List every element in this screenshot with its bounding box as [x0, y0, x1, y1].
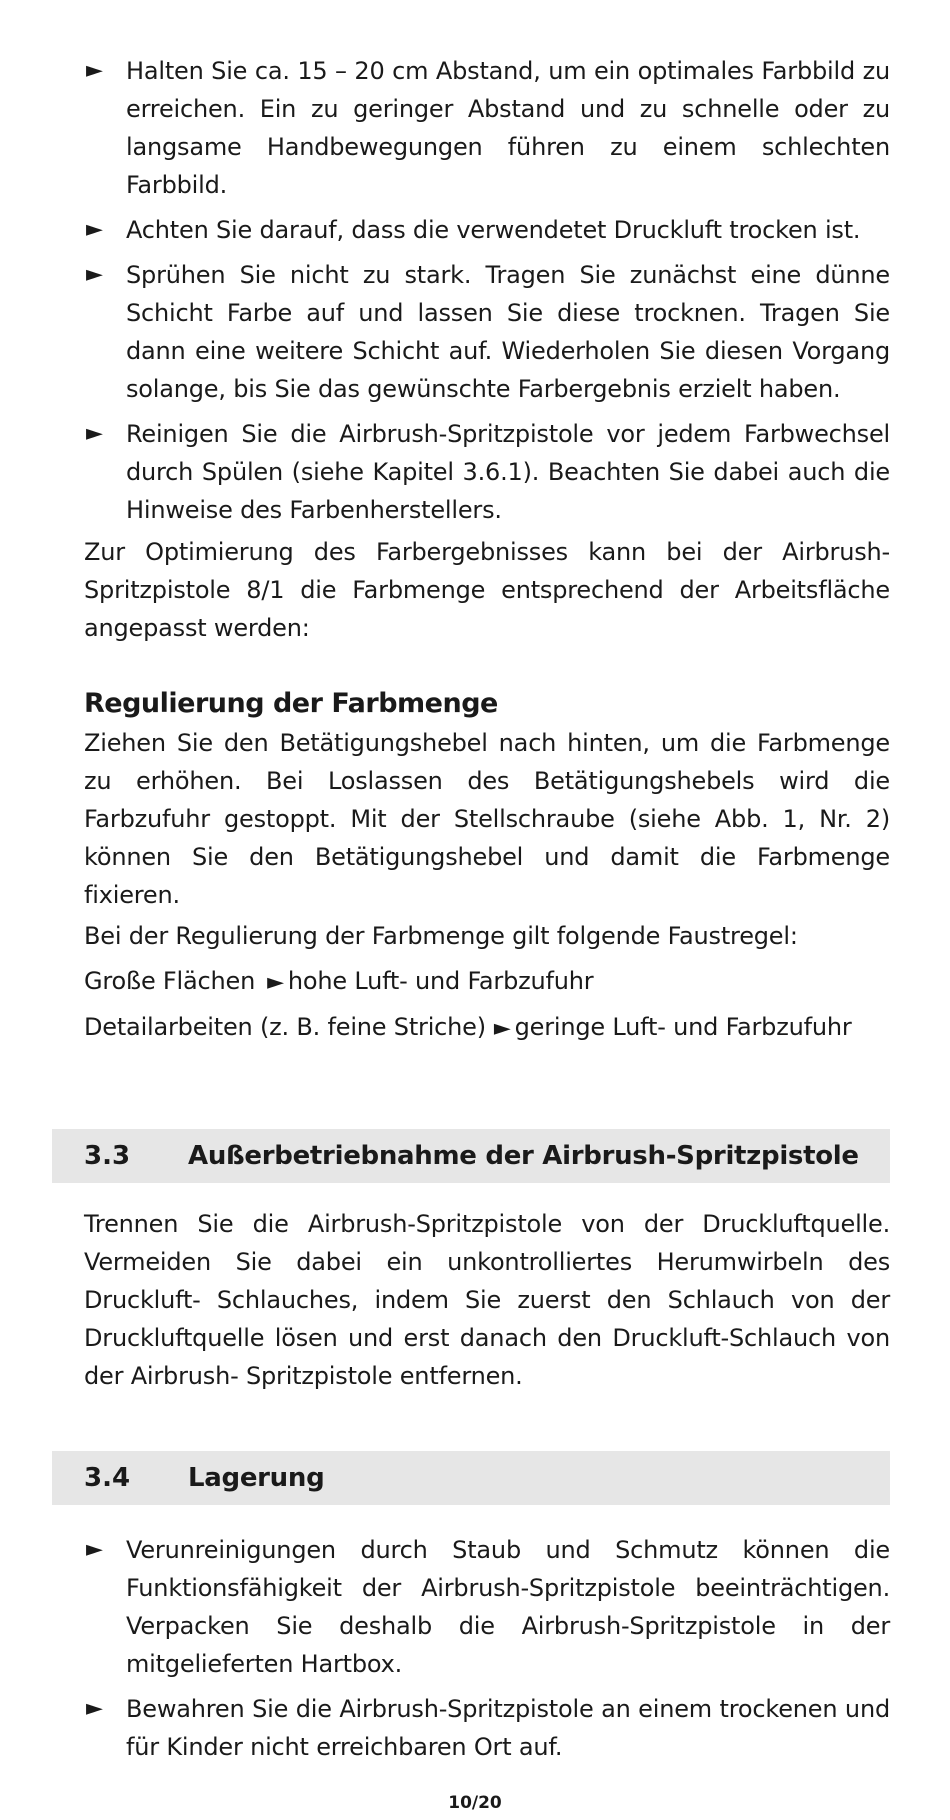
rule-right: hohe Luft- und Farbzufuhr [287, 967, 594, 995]
bullet-text: Bewahren Sie die Airbrush-Spritzpistole an einem trockenen und für Kinder nicht erreichbaren Ort auf. [126, 1695, 890, 1761]
bullet-text: Halten Sie ca. 15 – 20 cm Abstand, um ein optimales Farbbild zu erreichen. Ein zu geringer Abstand und zu schnelle oder zu langsame Handbewegungen führen zu einem schlechten Farbbild. [126, 57, 890, 199]
bullet-arrow-icon: ► [86, 1696, 103, 1721]
section-3-3-paragraph: Trennen Sie die Airbrush-Spritzpistole von der Druckluftquelle. Vermeiden Sie dabei ein unkontrolliertes Herumwirbeln des Druckluft- Schlauches, indem Sie zuerst den Schlauch von der Druckluftquelle lösen und erst danach den Druckluft-Schlauch von der Airbrush- Spritzpistole entfernen. [84, 1210, 890, 1390]
section-3-4-header [52, 1451, 890, 1505]
regulation-paragraph: Ziehen Sie den Betätigungshebel nach hinten, um die Farbmenge zu erhöhen. Bei Loslassen des Betätigungshebels wird die Farbzufuhr gestoppt. Mit der Stellschraube (siehe Abb. 1, Nr. 2) können Sie den Betätigungshebel und damit die Farbmenge fixieren. [84, 729, 890, 909]
bullet-text: Verunreinigungen durch Staub und Schmutz können die Funktionsfähigkeit der Airbrush-Spritzpistole beeinträchtigen. Verpacken Sie deshalb die Airbrush-Spritzpistole in der mitgelieferten Hartbox. [126, 1536, 890, 1678]
bullet-item [84, 211, 890, 249]
section-3-4-bullet-block [84, 1531, 890, 1773]
rule-right: geringe Luft- und Farbzufuhr [514, 1013, 852, 1041]
bullet-text: Achten Sie darauf, dass die verwendetet Druckluft trocken ist. [126, 216, 861, 244]
bullet-arrow-icon: ► [86, 217, 103, 242]
bullet-item [84, 1531, 890, 1683]
section-3-3-header [52, 1129, 890, 1183]
section-title: Lagerung [188, 1463, 325, 1493]
page-number: 10/20 [448, 1793, 502, 1813]
storage-bullet-list [84, 1531, 890, 1766]
bullet-text: Sprühen Sie nicht zu stark. Tragen Sie zunächst eine dünne Schicht Farbe auf und lassen Sie diese trocknen. Tragen Sie dann eine weitere Schicht auf. Wiederholen Sie diesen Vorgang solange, bis Sie das gewünschte Farbergebnis erzielt haben. [126, 261, 890, 403]
bullet-item [84, 256, 890, 408]
section-title: Außerbetriebnahme der Airbrush-Spritzpistole [188, 1141, 859, 1171]
bullet-text: Reinigen Sie die Airbrush-Spritzpistole vor jedem Farbwechsel durch Spülen (siehe Kapitel 3.6.1). Beachten Sie dabei auch die Hinweise des Farbenherstellers. [126, 420, 890, 524]
rule-line-detail-work [84, 1005, 890, 1051]
bullet-arrow-icon: ► [86, 1537, 103, 1562]
bullet-item [84, 1690, 890, 1766]
rule-intro: Bei der Regulierung der Farbmenge gilt folgende Faustregel: [84, 922, 798, 950]
bullet-arrow-icon: ► [86, 262, 103, 287]
bullet-arrow-icon: ► [86, 58, 103, 83]
rule-arrow-icon: ► [267, 970, 284, 995]
bullet-item [84, 415, 890, 529]
section-number: 3.3 [84, 1141, 131, 1171]
bullet-arrow-icon: ► [86, 421, 103, 446]
rule-left: Große Flächen [84, 967, 256, 995]
section-number: 3.4 [84, 1463, 131, 1493]
rule-left: Detailarbeiten (z. B. feine Striche) [84, 1013, 486, 1041]
optimization-paragraph: Zur Optimierung des Farbergebnisses kann bei der Airbrush-Spritzpistole 8/1 die Farbmenge entsprechend der Arbeitsfläche angepasst werden: [84, 538, 890, 642]
rule-line-large-areas [84, 959, 890, 1005]
regulation-heading: Regulierung der Farbmenge [84, 688, 498, 719]
bullet-item [84, 52, 890, 204]
rule-arrow-icon: ► [493, 1016, 511, 1041]
top-bullet-block [84, 52, 890, 536]
rule-of-thumb-block [84, 914, 890, 1051]
top-bullet-list [84, 52, 890, 529]
